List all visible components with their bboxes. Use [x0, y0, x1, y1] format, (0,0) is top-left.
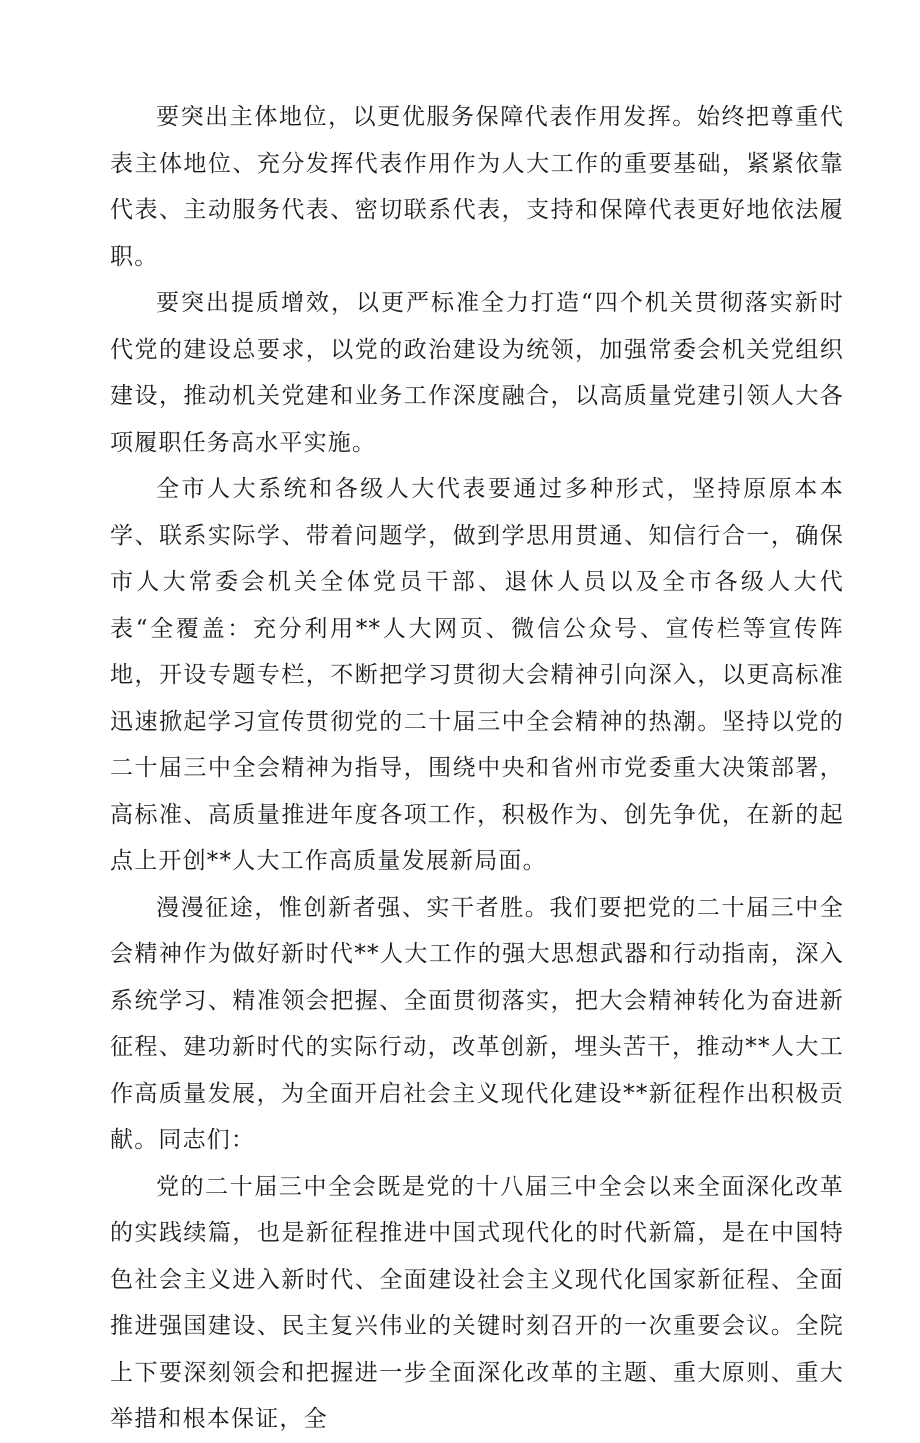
paragraph-5: 党的二十届三中全会既是党的十八届三中全会以来全面深化改革的实践续篇，也是新征程推进中国式现代化的时代新篇，是在中国特色社会主义进入新时代、全面建设社会主义现代化国家新征程、全面推进强国建设、民主复兴伟业的关键时刻召开的一次重要会议。全院上下要深刻领会和把握进一步全面深化改革的主题、重大原则、重大举措和根本保证，全 — [110, 1173, 844, 1432]
paragraph-4: 漫漫征途，惟创新者强、实干者胜。我们要把党的二十届三中全会精神作为做好新时代**人大工作的强大思想武器和行动指南，深入系统学习、精准领会把握、全面贯彻落实，把大会精神转化为奋进新征程、建功新时代的实际行动，改革创新，埋头苦干，推动**人大工作高质量发展，为全面开启社会主义现代化建设**新征程作出积极贡献。同志们： — [110, 894, 844, 1153]
document-body — [110, 94, 844, 1443]
paragraph-3: 全市人大系统和各级人大代表要通过多种形式，坚持原原本本学、联系实际学、带着问题学，做到学思用贯通、知信行合一，确保市人大常委会机关全体党员干部、退休人员以及全市各级人大代表“全覆盖：充分利用**人大网页、微信公众号、宣传栏等宣传阵地，开设专题专栏，不断把学习贯彻大会精神引向深入，以更高标准迅速掀起学习宣传贯彻党的二十届三中全会精神的热潮。坚持以党的二十届三中全会精神为指导，围绕中央和省州市党委重大决策部署，高标准、高质量推进年度各项工作，积极作为、创先争优，在新的起点上开创**人大工作高质量发展新局面。 — [110, 476, 844, 874]
paragraph-1: 要突出主体地位，以更优服务保障代表作用发挥。始终把尊重代表主体地位、充分发挥代表作用作为人大工作的重要基础，紧紧依靠代表、主动服务代表、密切联系代表，支持和保障代表更好地依法履职。 — [110, 104, 844, 270]
paragraph-2: 要突出提质增效，以更严标准全力打造“四个机关贯彻落实新时代党的建设总要求，以党的政治建设为统领，加强常委会机关党组织建设，推动机关党建和业务工作深度融合，以高质量党建引领人大各项履职任务高水平实施。 — [110, 290, 844, 456]
